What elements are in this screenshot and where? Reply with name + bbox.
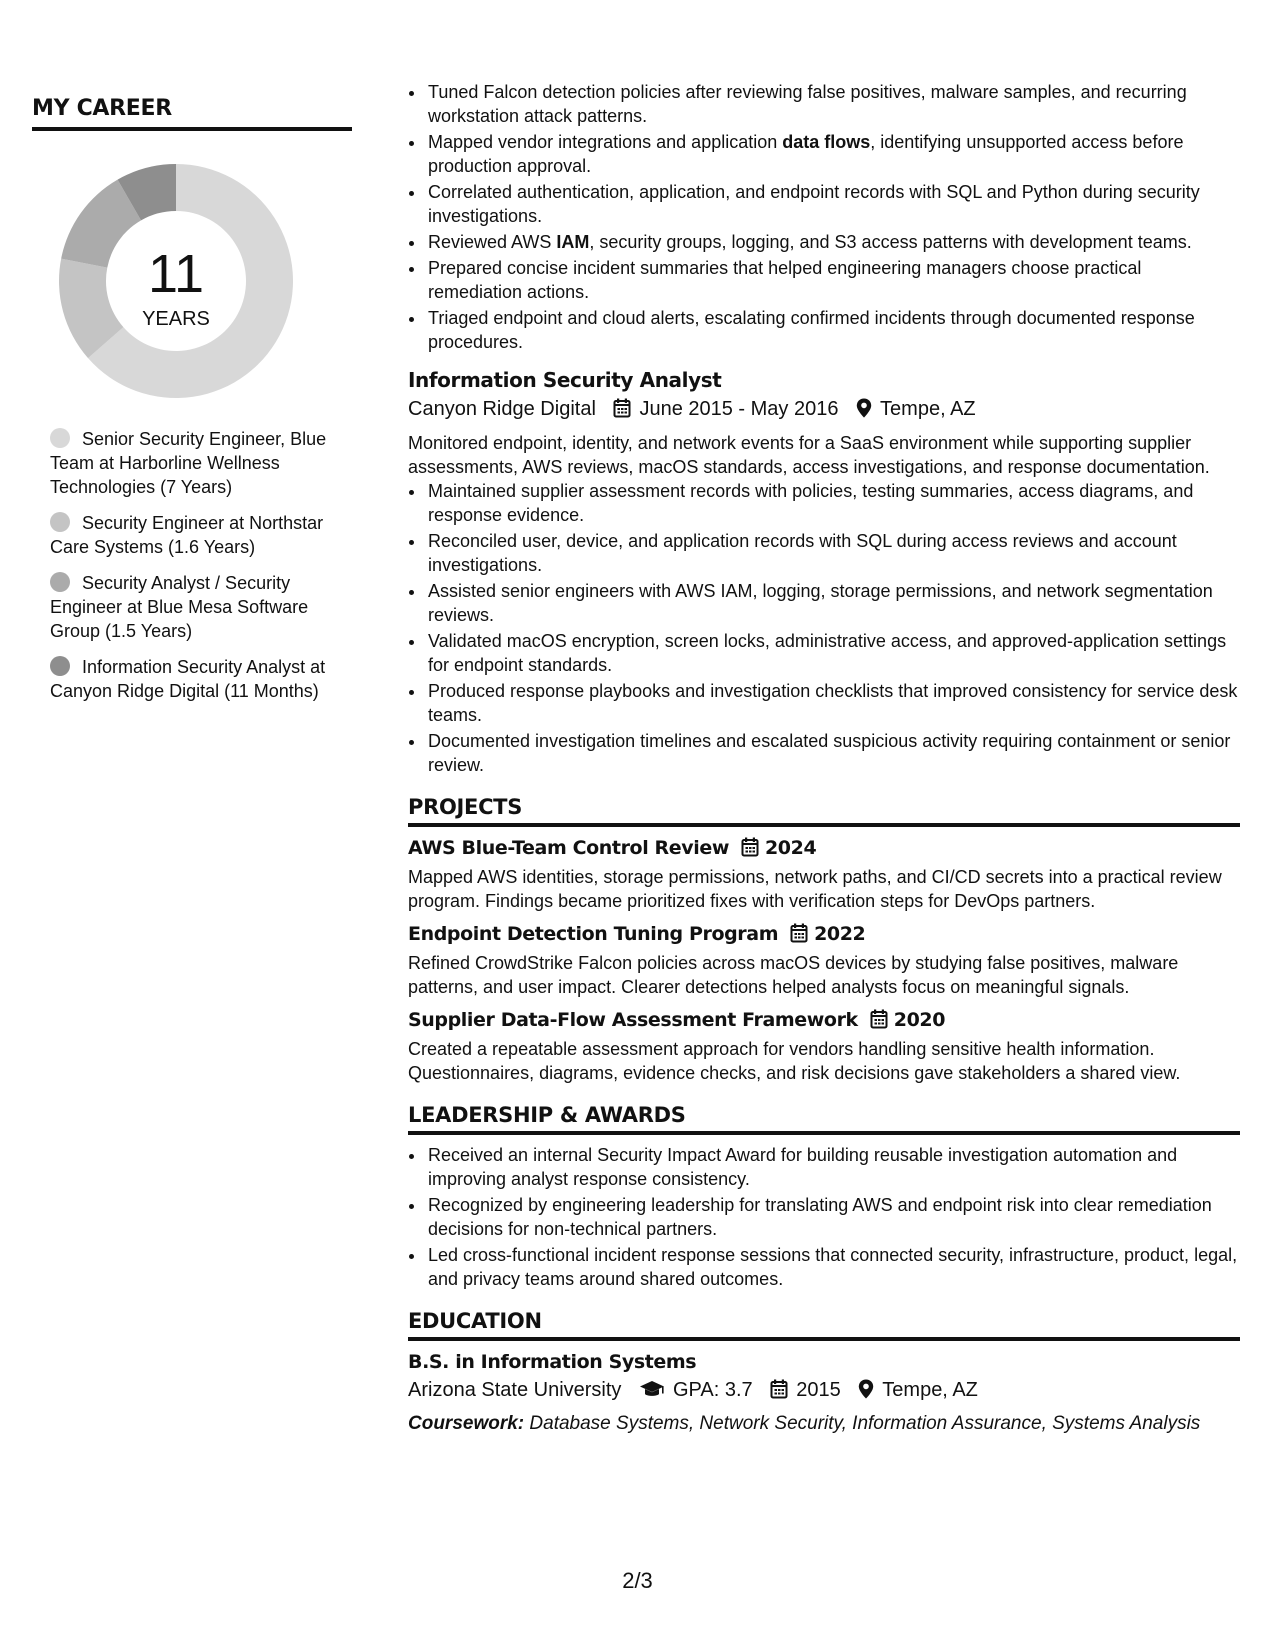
projects-heading: PROJECTS <box>408 795 1240 827</box>
experience-bullet: • Correlated authentication, application, and endpoint records with SQL and Python during security investigations. <box>426 180 1240 228</box>
coursework <box>408 1412 1240 1436</box>
job-bullet: • Assisted senior engineers with AWS IAM, logging, storage permissions, and network segmentation reviews. <box>426 579 1240 627</box>
job-bullet: • Maintained supplier assessment records with policies, testing summaries, access diagrams, and response evidence. <box>426 479 1240 527</box>
leadership-heading: LEADERSHIP & AWARDS <box>408 1103 1240 1135</box>
career-legend <box>32 427 352 703</box>
legend-label: Senior Security Engineer, Blue Team at Harborline Wellness Technologies (7 Years) <box>50 429 327 497</box>
career-sidebar <box>32 96 352 715</box>
legend-item <box>50 511 352 559</box>
bullet-bold-text: IAM <box>556 232 590 252</box>
main-column <box>408 80 1240 1436</box>
bullet-bold-text: data flows <box>782 132 871 152</box>
bullet-text: Reviewed AWS <box>428 232 557 252</box>
legend-item <box>50 655 352 703</box>
education-meta <box>408 1375 1240 1408</box>
bullet-text: Mapped vendor integrations and application <box>428 132 783 152</box>
project-title: Supplier Data-Flow Assessment Framework <box>408 1009 858 1031</box>
experience-bullet <box>426 230 1240 254</box>
experience-bullet-list <box>408 80 1240 354</box>
coursework-label: Coursework: <box>408 1413 525 1434</box>
calendar-icon <box>741 837 759 862</box>
job-dates: June 2015 - May 2016 <box>639 398 839 420</box>
job-meta <box>408 394 1240 427</box>
job-summary: Monitored endpoint, identity, and network events for a SaaS environment while supporting supplier assessments, AWS reviews, macOS standards, access investigations, and response documentation. <box>408 433 1210 477</box>
career-donut-chart <box>56 161 296 401</box>
career-heading: MY CAREER <box>32 96 352 131</box>
school-name: Arizona State University <box>408 1379 622 1401</box>
donut-years-unit: YEARS <box>142 308 210 330</box>
calendar-icon <box>870 1009 888 1034</box>
calendar-icon <box>790 923 808 948</box>
page-number: 2/3 <box>622 1568 653 1593</box>
map-pin-icon <box>858 1378 874 1408</box>
leadership-bullet: • Recognized by engineering leadership for translating AWS and endpoint risk into clear remediation decisions for non-technical partners. <box>426 1193 1240 1241</box>
legend-item <box>50 571 352 643</box>
leadership-bullet-list <box>408 1143 1240 1291</box>
bullet-text: , security groups, logging, and S3 access patterns with development teams. <box>589 232 1192 252</box>
coursework-list: Database Systems, Network Security, Information Assurance, Systems Analysis <box>524 1413 1201 1434</box>
legend-label: Security Analyst / Security Engineer at Blue Mesa Software Group (1.5 Years) <box>50 573 309 641</box>
job-bullet: • Validated macOS encryption, screen locks, administrative access, and approved-application settings for endpoint standards. <box>426 629 1240 677</box>
legend-dot <box>50 428 70 448</box>
job-bullet: • Documented investigation timelines and escalated suspicious activity requiring containment or senior review. <box>426 729 1240 777</box>
degree-title: B.S. in Information Systems <box>408 1351 697 1373</box>
legend-item <box>50 427 352 499</box>
legend-dot <box>50 656 70 676</box>
project-description: Mapped AWS identities, storage permissions, network paths, and CI/CD secrets into a practical review program. Findings became prioritized fixes with verification steps for DevOps partners. <box>408 867 1222 911</box>
school-location: Tempe, AZ <box>882 1379 978 1401</box>
donut-years-number: 11 <box>147 244 205 304</box>
project-title: AWS Blue-Team Control Review <box>408 837 729 859</box>
project-year: 2020 <box>893 1009 946 1031</box>
bullet-text: , identifying unsupported access before production approval. <box>428 132 1184 176</box>
project-title-row <box>408 837 1240 862</box>
graduation-year: 2015 <box>796 1379 841 1401</box>
legend-dot <box>50 572 70 592</box>
project-title: Endpoint Detection Tuning Program <box>408 923 779 945</box>
job-bullet: • Produced response playbooks and investigation checklists that improved consistency for service desk teams. <box>426 679 1240 727</box>
graduation-cap-icon <box>639 1378 665 1408</box>
legend-dot <box>50 512 70 532</box>
job-company: Canyon Ridge Digital <box>408 398 596 420</box>
project-item <box>408 1009 1240 1085</box>
calendar-icon <box>770 1378 788 1408</box>
project-title-row <box>408 923 1240 948</box>
job-bullet: • Reconciled user, device, and application records with SQL during access reviews and account investigations. <box>426 529 1240 577</box>
job-location: Tempe, AZ <box>880 398 976 420</box>
project-description: Refined CrowdStrike Falcon policies across macOS devices by studying false positives, malware patterns, and user impact. Clearer detections helped analysts focus on meaningful signals. <box>408 953 1179 997</box>
calendar-icon <box>613 397 631 427</box>
project-description: Created a repeatable assessment approach for vendors handling sensitive health information. Questionnaires, diagrams, evidence checks, and risk decisions gave stakeholders a shared view. <box>408 1039 1181 1083</box>
project-item <box>408 923 1240 999</box>
experience-bullet: • Tuned Falcon detection policies after reviewing false positives, malware samples, and recurring workstation attack patterns. <box>426 80 1240 128</box>
legend-label: Information Security Analyst at Canyon Ridge Digital (11 Months) <box>50 657 326 701</box>
job-bullet-list <box>408 479 1240 777</box>
experience-bullet: • Triaged endpoint and cloud alerts, escalating confirmed incidents through documented response procedures. <box>426 306 1240 354</box>
project-year: 2022 <box>814 923 866 945</box>
map-pin-icon <box>856 397 872 427</box>
leadership-bullet: • Led cross-functional incident response sessions that connected security, infrastructure, product, legal, and privacy teams around shared outcomes. <box>426 1243 1240 1291</box>
project-year: 2024 <box>764 837 817 859</box>
project-title-row <box>408 1009 1240 1034</box>
experience-bullet: • Prepared concise incident summaries that helped engineering managers choose practical remediation actions. <box>426 256 1240 304</box>
education-heading: EDUCATION <box>408 1309 1240 1341</box>
job-title: Information Security Analyst <box>408 368 722 392</box>
project-item <box>408 837 1240 913</box>
experience-bullet <box>426 130 1240 178</box>
leadership-bullet: • Received an internal Security Impact Award for building reusable investigation automation and improving analyst response consistency. <box>426 1143 1240 1191</box>
legend-label: Security Engineer at Northstar Care Systems (1.6 Years) <box>50 513 324 557</box>
gpa: GPA: 3.7 <box>672 1379 753 1401</box>
